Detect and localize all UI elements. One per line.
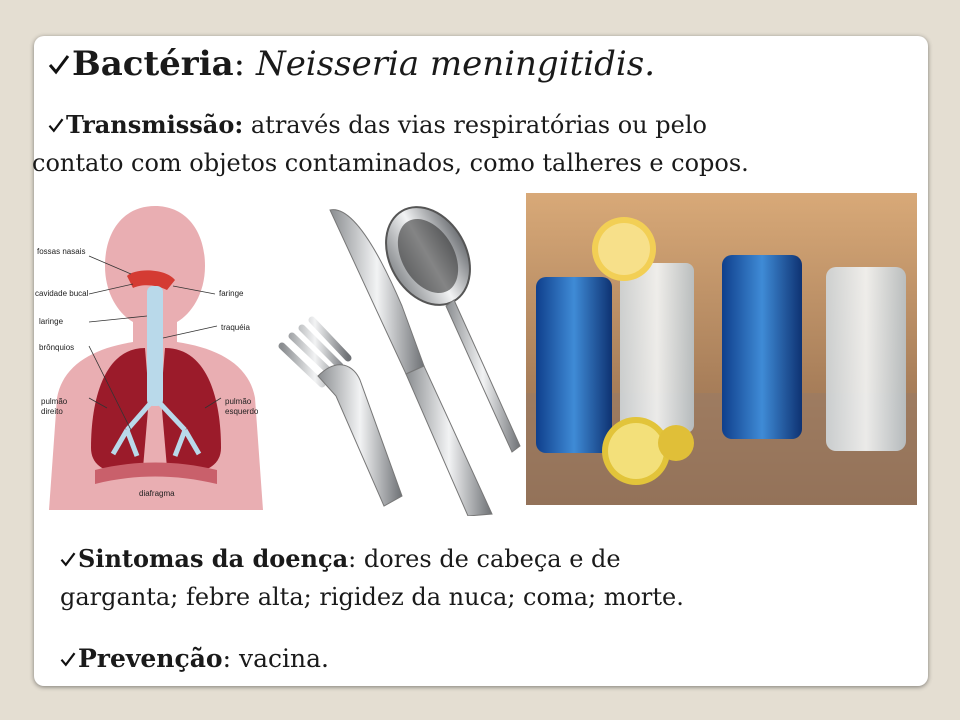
label-fossas: fossas nasais [37,247,86,256]
symptoms-line1: : dores de cabeça e de [348,545,621,573]
checkmark-icon [48,106,64,144]
transmission-line2: contato com objetos contaminados, como talheres e copos. [32,149,749,177]
cutlery-image [278,196,522,516]
symptoms-text [60,540,684,616]
prevention-label: Prevenção [78,644,223,673]
bacteria-name: Neisseria meningitidis. [255,44,656,84]
prevention-text [60,644,329,673]
label-laringe: laringe [39,317,64,326]
bacteria-label: Bactéria [72,44,234,84]
transmission-line1: através das vias respiratórias ou pelo [243,111,707,139]
symptoms-label: Sintomas da doença [78,544,349,573]
checkmark-icon [60,540,76,578]
label-cavidade: cavidade bucal [35,289,89,298]
label-pulmao-esquerdo-2: esquerdo [225,407,259,416]
respiratory-system-image [35,198,275,510]
bacteria-sep: : [233,44,256,84]
label-faringe: faringe [219,289,244,298]
label-pulmao-direito-1: pulmão [41,397,68,406]
label-diafragma: diafragma [139,489,175,498]
transmission-label: Transmissão: [66,110,244,139]
label-traqueia: traquéia [221,323,250,332]
checkmark-icon [60,644,76,673]
label-bronquios: brônquios [39,343,75,352]
label-pulmao-esquerdo-1: pulmão [225,397,252,406]
symptoms-line2: garganta; febre alta; rigidez da nuca; coma; morte. [60,583,684,611]
transmission-text [32,106,749,182]
label-pulmao-direito-2: direito [41,407,63,416]
bacteria-line [48,44,655,84]
checkmark-icon [48,44,70,84]
prevention-rest: : vacina. [222,644,329,673]
glasses-image [526,193,917,505]
